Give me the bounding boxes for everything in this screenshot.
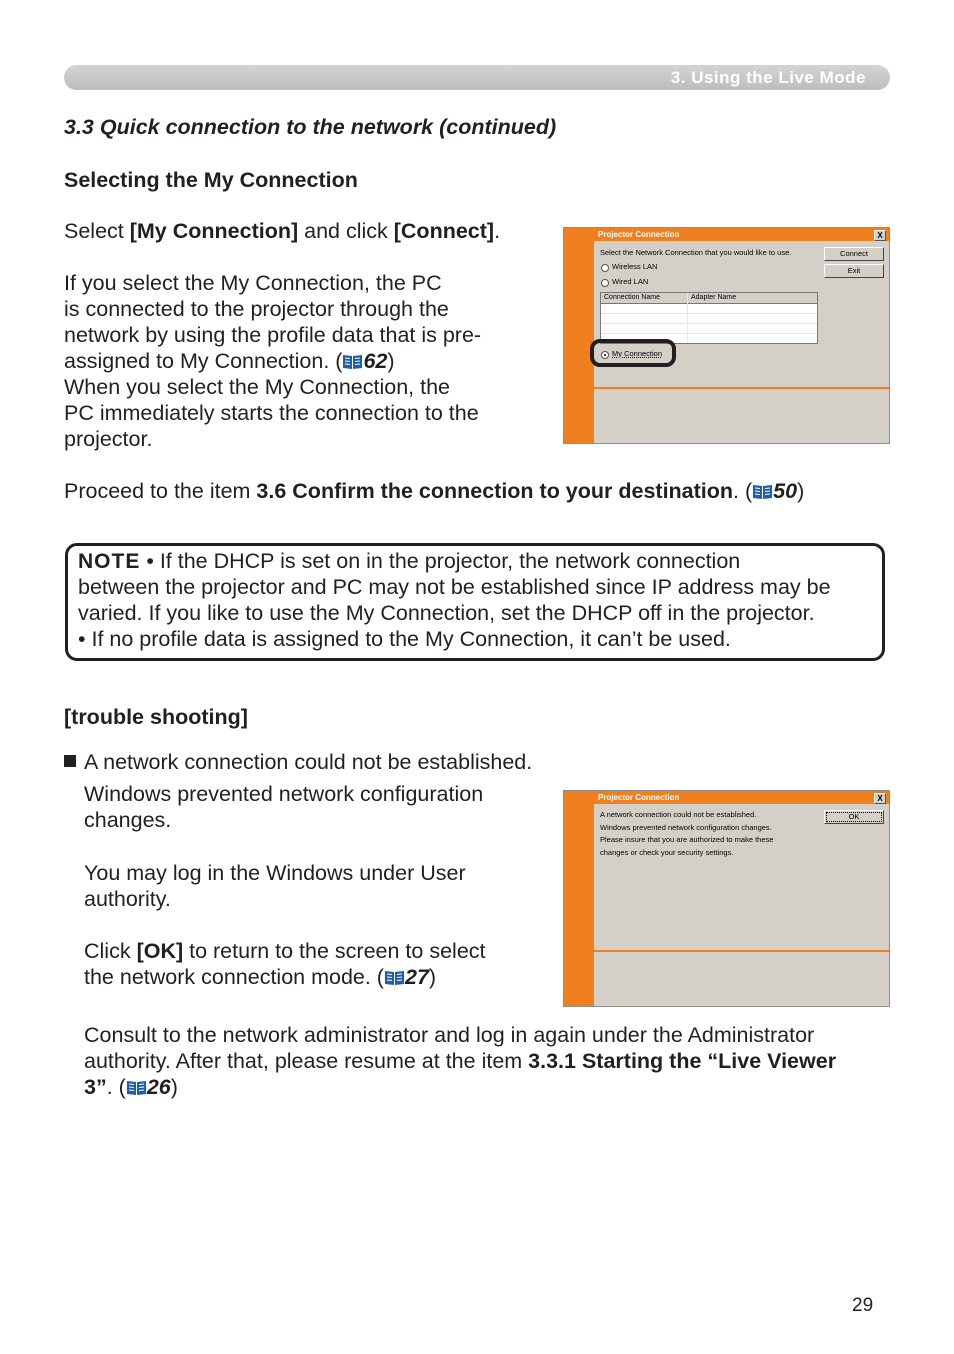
trouble-p2-line-2: authority.	[84, 887, 171, 911]
trouble-p3-line2-pre: the network connection mode. (	[84, 965, 384, 989]
trouble-p4-line3-mid: . (	[106, 1075, 126, 1099]
trouble-p3-line-1	[84, 938, 486, 964]
my-connection-highlight	[590, 339, 676, 367]
option-my-connection: My Connection	[612, 349, 663, 358]
note-line-4: • If no profile data is assigned to the My Connection, it can’t be used.	[78, 627, 731, 651]
error-line-4: changes or check your security settings.	[600, 848, 734, 857]
table-row	[601, 323, 817, 324]
note-label: NOTE	[78, 550, 141, 573]
dialog-prompt: Select the Network Connection that you would like to use.	[600, 248, 792, 257]
description-line-2: is connected to the projector through the	[64, 297, 449, 321]
live-viewer-item: 3.3.1 Starting the “Live Viewer	[528, 1049, 837, 1073]
table-row	[601, 333, 817, 334]
trouble-bullet	[64, 749, 532, 775]
page-ref-27[interactable]: 27	[404, 965, 429, 989]
connect-button[interactable]: Connect	[824, 247, 884, 261]
book-icon[interactable]	[384, 965, 405, 989]
error-line-1: A network connection could not be established.	[600, 810, 757, 819]
radio-wireless-lan[interactable]	[601, 264, 609, 272]
description-line-7: projector.	[64, 427, 153, 451]
section-title: 3.3 Quick connection to the network (continued)	[64, 115, 557, 139]
dialog-title: Projector Connection	[594, 228, 889, 241]
dialog-divider	[564, 950, 889, 952]
page-ref-26[interactable]: 26	[146, 1075, 171, 1099]
option-wired-lan: Wired LAN	[612, 277, 649, 286]
live-viewer-item-end: 3”	[84, 1075, 107, 1099]
trouble-p4-line3-post: )	[170, 1075, 178, 1099]
description-line-3: network by using the profile data that is pre-	[64, 323, 482, 347]
trouble-p4-line-1: Consult to the network administrator and log in again under the Administrator	[84, 1023, 815, 1047]
square-bullet-icon	[64, 755, 76, 767]
trouble-p2-line-1: You may log in the Windows under User	[84, 861, 466, 885]
trouble-p4-line-3	[84, 1074, 178, 1100]
sub-title: Selecting the My Connection	[64, 168, 358, 192]
proceed-pre: Proceed to the item	[64, 479, 257, 503]
proceed-line	[64, 478, 804, 504]
table-row	[601, 313, 817, 314]
book-icon[interactable]	[752, 479, 773, 503]
page-number: 29	[852, 1295, 874, 1316]
proceed-item: 3.6 Confirm the connection to your destination	[256, 479, 734, 503]
note-line-2: between the projector and PC may not be established since IP address may be	[78, 575, 831, 599]
description-line-4-pre: assigned to My Connection. (	[64, 349, 343, 373]
column-connection-name: Connection Name	[604, 294, 661, 301]
description-line-1: If you select the My Connection, the PC	[64, 271, 442, 295]
page-ref-62[interactable]: 62	[363, 349, 388, 373]
dialog-screenshot-connection	[563, 227, 890, 444]
error-line-3: Please insure that you are authorized to make these	[600, 835, 774, 844]
connection-table-header	[601, 293, 817, 304]
trouble-bullet-text: A network connection could not be established.	[84, 750, 533, 774]
instruction-line	[64, 218, 500, 244]
connect-term: [Connect]	[393, 219, 495, 243]
chapter-title: 3. Using the Live Mode	[670, 68, 866, 87]
instruction-pre: Select	[64, 219, 130, 243]
description-line-5: When you select the My Connection, the	[64, 375, 451, 399]
trouble-p4-line2-pre: authority. After that, please resume at the item	[84, 1049, 529, 1073]
option-wireless-lan: Wireless LAN	[612, 262, 658, 271]
proceed-mid: . (	[733, 479, 753, 503]
dialog-divider	[564, 387, 889, 389]
radio-wired-lan[interactable]	[601, 279, 609, 287]
trouble-p3-line-2	[84, 964, 436, 990]
trouble-p3-line2-post: )	[428, 965, 437, 989]
trouble-p3-post: to return to the screen to select	[183, 939, 486, 963]
my-connection-term: [My Connection]	[129, 219, 299, 243]
trouble-p1-line-1: Windows prevented network configuration	[84, 782, 484, 806]
instruction-mid: and click	[298, 219, 394, 243]
connection-table[interactable]	[600, 292, 818, 344]
trouble-p3-pre: Click	[84, 939, 137, 963]
ok-button[interactable]: OK	[824, 810, 884, 824]
ok-term: [OK]	[136, 939, 184, 963]
dialog-side-bar	[564, 228, 594, 443]
instruction-post: .	[494, 219, 501, 243]
column-adapter-name: Adapter Name	[687, 293, 736, 303]
dialog-screenshot-error	[563, 790, 890, 1007]
note-line-3: varied. If you like to use the My Connection, set the DHCP off in the projector.	[78, 601, 815, 625]
description-line-6: PC immediately starts the connection to the	[64, 401, 479, 425]
exit-button[interactable]: Exit	[824, 264, 884, 278]
table-column-divider	[687, 293, 688, 343]
note-text-1: • If the DHCP is set on in the projector, the network connection	[140, 549, 741, 573]
dialog-side-bar	[564, 791, 594, 1006]
trouble-title: [trouble shooting]	[64, 705, 248, 729]
proceed-post: )	[797, 479, 805, 503]
error-line-2: Windows prevented network configuration changes.	[600, 823, 772, 832]
note-line-1	[78, 548, 740, 575]
book-icon[interactable]	[126, 1075, 147, 1099]
book-icon[interactable]	[342, 349, 363, 373]
chapter-header-bar	[64, 65, 890, 90]
trouble-p1-line-2: changes.	[84, 808, 172, 832]
description-line-4-post: )	[387, 349, 395, 373]
trouble-p4-line-2	[84, 1048, 836, 1074]
description-line-4	[64, 348, 395, 374]
dialog-close-button[interactable]: X	[874, 793, 886, 804]
page-ref-50[interactable]: 50	[773, 479, 798, 503]
dialog-close-button[interactable]: X	[874, 230, 886, 241]
dialog-title: Projector Connection	[594, 791, 889, 804]
